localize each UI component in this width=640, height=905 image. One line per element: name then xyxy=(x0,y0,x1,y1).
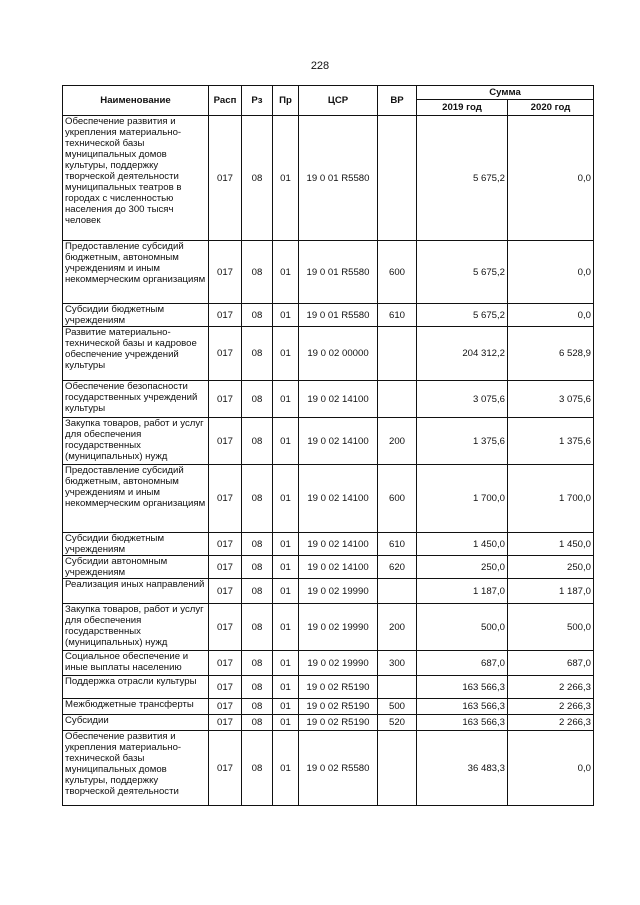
cell-csr: 19 0 02 R5580 xyxy=(299,731,378,806)
cell-rasp: 017 xyxy=(209,556,242,579)
cell-rz: 08 xyxy=(242,381,273,418)
cell-2020: 1 375,6 xyxy=(508,418,594,465)
cell-vr: 200 xyxy=(378,418,417,465)
cell-2020: 6 528,9 xyxy=(508,327,594,381)
cell-name: Реализация иных направлений xyxy=(63,579,209,604)
cell-csr: 19 0 02 19990 xyxy=(299,604,378,651)
table-body xyxy=(63,116,594,806)
cell-pr: 01 xyxy=(273,699,299,715)
cell-vr: 610 xyxy=(378,533,417,556)
header-rasp: Расп xyxy=(209,86,242,116)
cell-csr: 19 0 01 R5580 xyxy=(299,241,378,304)
cell-2019: 687,0 xyxy=(417,651,508,676)
cell-name: Социальное обеспечение и иные выплаты населению xyxy=(63,651,209,676)
cell-2019: 1 375,6 xyxy=(417,418,508,465)
cell-rz: 08 xyxy=(242,579,273,604)
table-row xyxy=(63,116,594,241)
cell-2019: 5 675,2 xyxy=(417,116,508,241)
cell-2020: 2 266,3 xyxy=(508,699,594,715)
cell-vr xyxy=(378,327,417,381)
cell-rasp: 017 xyxy=(209,241,242,304)
header-rz: Рз xyxy=(242,86,273,116)
cell-csr: 19 0 02 14100 xyxy=(299,533,378,556)
cell-rz: 08 xyxy=(242,116,273,241)
cell-pr: 01 xyxy=(273,116,299,241)
cell-name: Поддержка отрасли культуры xyxy=(63,676,209,699)
cell-vr xyxy=(378,381,417,418)
cell-rasp: 017 xyxy=(209,651,242,676)
cell-vr xyxy=(378,676,417,699)
cell-2020: 0,0 xyxy=(508,116,594,241)
cell-csr: 19 0 02 14100 xyxy=(299,465,378,533)
cell-2019: 204 312,2 xyxy=(417,327,508,381)
header-name: Наименование xyxy=(63,86,209,116)
cell-name: Субсидии бюджетным учреждениям xyxy=(63,304,209,327)
cell-rasp: 017 xyxy=(209,715,242,731)
cell-2019: 5 675,2 xyxy=(417,304,508,327)
cell-2020: 1 450,0 xyxy=(508,533,594,556)
cell-rz: 08 xyxy=(242,465,273,533)
cell-name: Обеспечение безопасности государственных учреждений культуры xyxy=(63,381,209,418)
cell-2019: 163 566,3 xyxy=(417,676,508,699)
cell-name: Развитие материально-технической базы и кадровое обеспечение учреждений культуры xyxy=(63,327,209,381)
cell-csr: 19 0 02 19990 xyxy=(299,579,378,604)
cell-rasp: 017 xyxy=(209,465,242,533)
cell-2019: 500,0 xyxy=(417,604,508,651)
cell-rasp: 017 xyxy=(209,699,242,715)
cell-csr: 19 0 02 19990 xyxy=(299,651,378,676)
table-row xyxy=(63,327,594,381)
table-row xyxy=(63,465,594,533)
cell-rz: 08 xyxy=(242,327,273,381)
cell-2019: 3 075,6 xyxy=(417,381,508,418)
cell-csr: 19 0 02 R5190 xyxy=(299,676,378,699)
cell-rasp: 017 xyxy=(209,381,242,418)
cell-2019: 5 675,2 xyxy=(417,241,508,304)
cell-name: Субсидии xyxy=(63,715,209,731)
table-row xyxy=(63,304,594,327)
table-row xyxy=(63,651,594,676)
cell-pr: 01 xyxy=(273,731,299,806)
table-row xyxy=(63,604,594,651)
cell-pr: 01 xyxy=(273,579,299,604)
cell-rz: 08 xyxy=(242,533,273,556)
cell-vr: 600 xyxy=(378,241,417,304)
cell-2020: 0,0 xyxy=(508,731,594,806)
cell-pr: 01 xyxy=(273,651,299,676)
cell-pr: 01 xyxy=(273,556,299,579)
cell-csr: 19 0 02 R5190 xyxy=(299,715,378,731)
cell-csr: 19 0 01 R5580 xyxy=(299,304,378,327)
cell-2020: 250,0 xyxy=(508,556,594,579)
cell-2019: 1 450,0 xyxy=(417,533,508,556)
cell-name: Закупка товаров, работ и услуг для обеспечения государственных (муниципальных) нужд xyxy=(63,604,209,651)
table-row xyxy=(63,533,594,556)
header-sum: Сумма xyxy=(417,86,594,100)
cell-csr: 19 0 02 R5190 xyxy=(299,699,378,715)
cell-name: Субсидии бюджетным учреждениям xyxy=(63,533,209,556)
cell-rasp: 017 xyxy=(209,304,242,327)
cell-2020: 1 700,0 xyxy=(508,465,594,533)
cell-rz: 08 xyxy=(242,676,273,699)
cell-csr: 19 0 02 14100 xyxy=(299,381,378,418)
cell-rasp: 017 xyxy=(209,731,242,806)
cell-rz: 08 xyxy=(242,304,273,327)
cell-rasp: 017 xyxy=(209,676,242,699)
cell-rasp: 017 xyxy=(209,418,242,465)
cell-rz: 08 xyxy=(242,651,273,676)
cell-rasp: 017 xyxy=(209,533,242,556)
cell-name: Обеспечение развития и укрепления материально-технической базы муниципальных домов культуры, поддержку творческой деятельности xyxy=(63,731,209,806)
cell-csr: 19 0 01 R5580 xyxy=(299,116,378,241)
cell-csr: 19 0 02 00000 xyxy=(299,327,378,381)
cell-rz: 08 xyxy=(242,418,273,465)
cell-vr: 620 xyxy=(378,556,417,579)
cell-pr: 01 xyxy=(273,465,299,533)
cell-rz: 08 xyxy=(242,556,273,579)
cell-pr: 01 xyxy=(273,715,299,731)
cell-2019: 163 566,3 xyxy=(417,699,508,715)
cell-2019: 163 566,3 xyxy=(417,715,508,731)
cell-rz: 08 xyxy=(242,699,273,715)
cell-rz: 08 xyxy=(242,731,273,806)
cell-vr: 500 xyxy=(378,699,417,715)
table-row xyxy=(63,715,594,731)
cell-pr: 01 xyxy=(273,304,299,327)
budget-table xyxy=(62,85,594,806)
cell-pr: 01 xyxy=(273,241,299,304)
cell-vr xyxy=(378,579,417,604)
cell-vr: 520 xyxy=(378,715,417,731)
cell-2019: 1 700,0 xyxy=(417,465,508,533)
table-row xyxy=(63,579,594,604)
header-pr: Пр xyxy=(273,86,299,116)
cell-name: Субсидии автономным учреждениям xyxy=(63,556,209,579)
cell-2020: 0,0 xyxy=(508,241,594,304)
cell-pr: 01 xyxy=(273,676,299,699)
table-row xyxy=(63,418,594,465)
header-year-2019: 2019 год xyxy=(417,100,508,116)
cell-vr: 200 xyxy=(378,604,417,651)
table-row xyxy=(63,699,594,715)
cell-pr: 01 xyxy=(273,418,299,465)
cell-2020: 2 266,3 xyxy=(508,676,594,699)
cell-rasp: 017 xyxy=(209,327,242,381)
cell-name: Обеспечение развития и укрепления материально-технической базы муниципальных домов культуры, поддержку творческой деятельности муниципальных театров в городах с численностью населения до 300 тысяч человек xyxy=(63,116,209,241)
header-year-2020: 2020 год xyxy=(508,100,594,116)
cell-vr: 300 xyxy=(378,651,417,676)
cell-rz: 08 xyxy=(242,715,273,731)
cell-2020: 1 187,0 xyxy=(508,579,594,604)
table-row xyxy=(63,731,594,806)
cell-pr: 01 xyxy=(273,327,299,381)
cell-rz: 08 xyxy=(242,241,273,304)
table-row xyxy=(63,676,594,699)
cell-2020: 500,0 xyxy=(508,604,594,651)
cell-2020: 0,0 xyxy=(508,304,594,327)
table-row xyxy=(63,241,594,304)
cell-2019: 1 187,0 xyxy=(417,579,508,604)
cell-2019: 250,0 xyxy=(417,556,508,579)
cell-pr: 01 xyxy=(273,604,299,651)
cell-rasp: 017 xyxy=(209,116,242,241)
cell-name: Предоставление субсидий бюджетным, автономным учреждениям и иным некоммерческим организациям xyxy=(63,241,209,304)
cell-csr: 19 0 02 14100 xyxy=(299,556,378,579)
cell-name: Межбюджетные трансферты xyxy=(63,699,209,715)
cell-rasp: 017 xyxy=(209,579,242,604)
cell-pr: 01 xyxy=(273,533,299,556)
cell-vr: 610 xyxy=(378,304,417,327)
cell-name: Закупка товаров, работ и услуг для обеспечения государственных (муниципальных) нужд xyxy=(63,418,209,465)
table-row xyxy=(63,381,594,418)
cell-2019: 36 483,3 xyxy=(417,731,508,806)
cell-2020: 3 075,6 xyxy=(508,381,594,418)
cell-rz: 08 xyxy=(242,604,273,651)
page-number: 228 xyxy=(310,60,330,72)
cell-rasp: 017 xyxy=(209,604,242,651)
cell-2020: 687,0 xyxy=(508,651,594,676)
cell-vr xyxy=(378,116,417,241)
cell-csr: 19 0 02 14100 xyxy=(299,418,378,465)
cell-name: Предоставление субсидий бюджетным, автономным учреждениям и иным некоммерческим организациям xyxy=(63,465,209,533)
cell-vr: 600 xyxy=(378,465,417,533)
header-csr: ЦСР xyxy=(299,86,378,116)
table-row xyxy=(63,556,594,579)
cell-vr xyxy=(378,731,417,806)
cell-pr: 01 xyxy=(273,381,299,418)
cell-2020: 2 266,3 xyxy=(508,715,594,731)
header-vr: ВР xyxy=(378,86,417,116)
